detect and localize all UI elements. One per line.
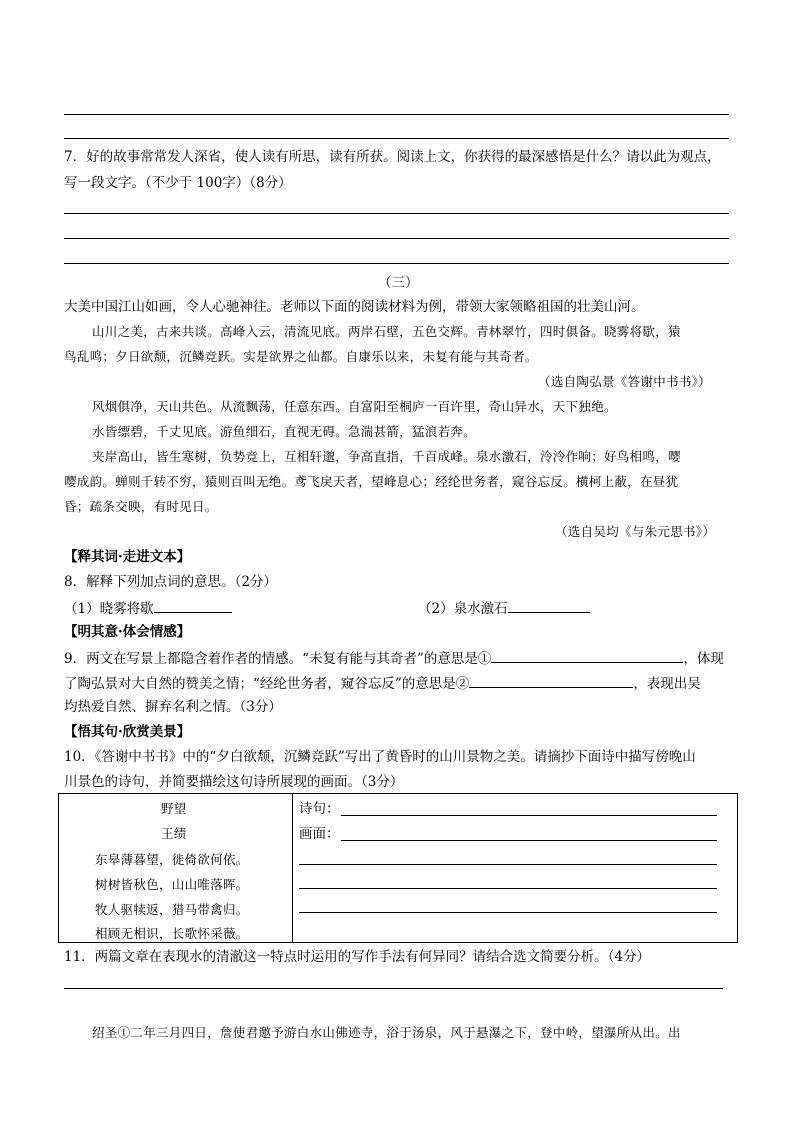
passage-b-source: （选自吴均《与朱元思书》） xyxy=(555,524,716,539)
question-9-line3: 均热爱自然、摒弃名利之情。（3分） xyxy=(64,699,282,715)
scene-label: 画面： xyxy=(299,826,340,842)
poem-title: 野望 xyxy=(161,801,187,816)
poem-line: 相顾无相识，长歌怀采薇。 xyxy=(95,926,249,941)
passage-b-p2: 水皆缥碧，千丈见底。游鱼细石，直视无碍。急湍甚箭，猛浪若奔。 xyxy=(92,424,477,439)
question-8-item1-label: （1）晓雾将歇 xyxy=(64,601,154,617)
verse-answer-line[interactable] xyxy=(341,815,717,816)
section-label-appreciate: 【悟其句·欣赏美景】 xyxy=(64,724,191,740)
question-9-line1 xyxy=(64,648,724,668)
answer-line[interactable] xyxy=(64,114,729,115)
question-11: 11．两篇文章在表现水的清澈这一特点时运用的写作手法有何异同？请结合选文简要分析。（4分） xyxy=(64,949,651,965)
next-passage-line1: 绍圣①二年三月四日，詹使君邀予游白水山佛迹寺，浴于汤泉，风于悬瀑之下，登中岭，望瀑所从出。出 xyxy=(92,1025,681,1040)
question-10-line2: 川景色的诗句，并简要描绘这句诗所展现的画面。（3分） xyxy=(64,774,404,790)
answer-blank[interactable] xyxy=(154,598,232,613)
passage-a-source: （选自陶弘景《答谢中书书》） xyxy=(538,374,711,389)
answer-line[interactable] xyxy=(64,138,729,139)
answer-line[interactable] xyxy=(64,988,723,989)
passage-b-p3-line3: 昏；疏条交映，有时见日。 xyxy=(64,499,218,514)
question-8-item1 xyxy=(64,598,232,618)
question-9-text: 9．两文在写景上都隐含着作者的情感。“未复有能与其奇者”的意思是① xyxy=(64,651,492,667)
passage-a-line2: 鸟乱鸣；夕日欲颓，沉鳞竞跃。实是欲界之仙都。自康乐以来，未复有能与其奇者。 xyxy=(64,349,538,364)
scene-answer-line[interactable] xyxy=(299,888,717,889)
passage-a-line1: 山川之美，古来共谈。高峰入云，清流见底。两岸石壁，五色交辉。青林翠竹，四时俱备。晓雾将歇，猿 xyxy=(92,324,681,339)
answer-cell xyxy=(293,794,738,943)
poem-line: 树树皆秋色，山山唯落晖。 xyxy=(95,877,249,892)
answer-blank-2[interactable] xyxy=(469,673,633,688)
question-9-text: ，表现出吴 xyxy=(633,676,701,692)
passage-b-p3-line2: 嘤成韵。蝉则千转不穷，猿则百叫无绝。鸢飞戾天者，望峰息心；经纶世务者，窥谷忘反。横柯上蔽，在昼犹 xyxy=(64,474,679,489)
answer-blank[interactable] xyxy=(508,598,590,613)
question-10-line1: 10．《答谢中书书》中的“夕白欲颓，沉鳞竞跃”写出了黄昏时的山川景物之美。请摘抄下面诗中描写傍晚山 xyxy=(64,749,696,765)
verse-label: 诗句： xyxy=(299,801,340,817)
passage-b-p3-line1: 夹岸高山，皆生寒树，负势竞上，互相轩邈，争高直指，千百成峰。泉水激石，泠泠作响；好鸟相鸣，嘤 xyxy=(92,449,681,464)
section-label-explain: 【释其词·走进文本】 xyxy=(64,549,191,565)
poem-line: 东皋薄暮望，徙倚欲何依。 xyxy=(95,852,249,867)
answer-line[interactable] xyxy=(64,238,729,239)
answer-line[interactable] xyxy=(64,263,729,264)
question-7-line1: 7．好的故事常常发人深省，使人读有所思，读有所获。阅读上文，你获得的最深感悟是什么？请以此为观点， xyxy=(64,149,721,165)
passage-b-p1: 风烟俱净，天山共色。从流飘荡，任意东西。自富阳至桐庐一百许里，奇山异水，天下独绝。 xyxy=(92,399,617,414)
question-7-line2: 写一段文字。（不少于 100字）（8分） xyxy=(64,175,292,191)
scene-answer-line[interactable] xyxy=(299,864,717,865)
scene-answer-line[interactable] xyxy=(299,912,717,913)
question-8-item2-label: （2）泉水激石 xyxy=(418,601,508,617)
question-9-line2 xyxy=(64,673,701,693)
section-heading: （三） xyxy=(378,275,419,291)
poem-answer-table xyxy=(58,793,738,943)
question-9-text: 了陶弘景对大自然的赞美之情；“经纶世务者，窥谷忘反”的意思是② xyxy=(64,676,470,692)
poem-cell xyxy=(59,794,293,943)
answer-blank-1[interactable] xyxy=(491,648,683,663)
section-label-feeling: 【明其意·体会情感】 xyxy=(64,624,191,640)
scene-answer-line[interactable] xyxy=(341,840,717,841)
poem-author: 王绩 xyxy=(161,826,187,841)
question-8-item2 xyxy=(418,598,590,618)
section-intro: 大美中国江山如画，令人心驰神往。老师以下面的阅读材料为例，带领大家领略祖国的壮美山河。 xyxy=(64,299,645,315)
poem-line: 牧人驱犊返，猎马带禽归。 xyxy=(95,902,249,917)
answer-line[interactable] xyxy=(64,213,729,214)
question-9-text: ，体现 xyxy=(683,651,724,667)
question-8: 8．解释下列加点词的意思。（2分） xyxy=(64,574,277,590)
